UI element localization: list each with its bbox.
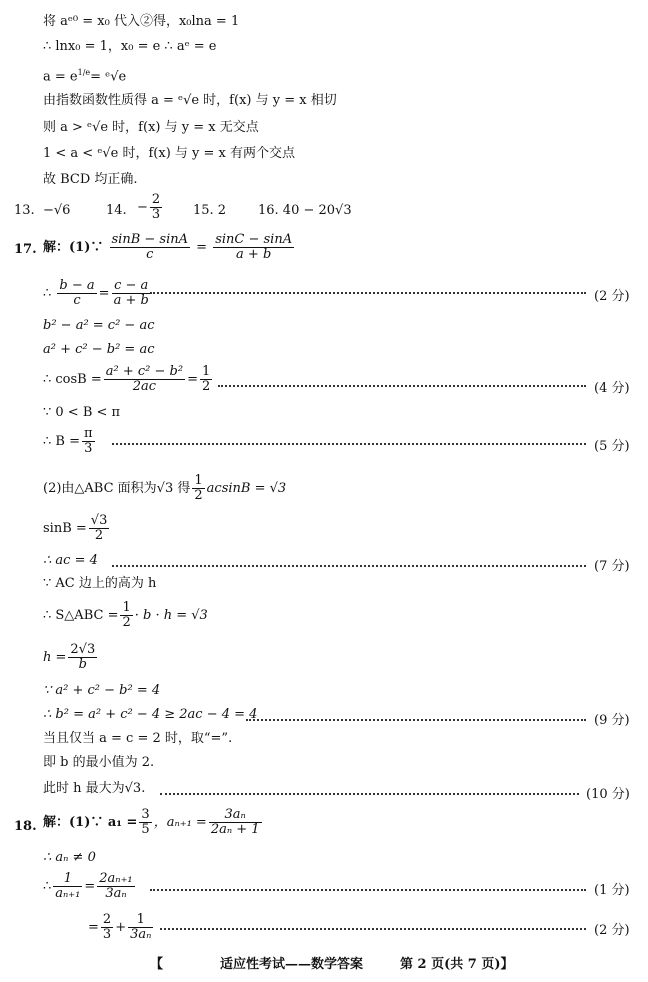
text-line: ∴ ac = 4 [43, 553, 98, 568]
question-18-label: 18. [14, 819, 37, 834]
text-line: 由指数函数性质得 a = ᵉ√e 时，f(x) 与 y = x 相切 [43, 93, 337, 108]
math-expression: ∴ S△ABC = [43, 608, 119, 623]
text-line: b² − a² = c² − ac [43, 318, 155, 333]
answer-13-label: 13. [14, 203, 35, 218]
text-line [43, 601, 208, 630]
math-expression: sinB = [43, 521, 87, 536]
text-line: a² + c² − b² = ac [43, 342, 155, 357]
fraction: $\frac{\sin B - \sin A}{c}$ [111, 232, 189, 262]
equals-sign: = [84, 879, 96, 894]
fraction: $\frac{1}{\text{aₙ₊₁}}$ [55, 871, 81, 901]
fraction: $\frac{\sin C - \sin A}{a + b}$ [215, 232, 293, 262]
text-line [43, 279, 153, 308]
plus-sign: + [115, 920, 127, 935]
leader-dots [246, 719, 586, 721]
math-expression: ∴ B = [43, 434, 80, 449]
math-expression: (2)由△ABC 面积为√3 得 [43, 481, 191, 496]
text-line: ∵ 0 < B < π [43, 405, 121, 420]
fraction: $\frac{1}{2}$ [122, 600, 131, 630]
text-line [88, 913, 155, 942]
text-line: 即 b 的最小值为 2. [43, 755, 155, 770]
math-expression: · b · h = √3 [134, 608, 208, 623]
leader-dots [218, 385, 586, 387]
minus-sign: − [137, 200, 148, 215]
math-expression: a = e [43, 69, 78, 85]
question-17-label: 17. [14, 242, 37, 257]
answer-14-value [137, 193, 164, 222]
fraction: $\frac{1}{2}$ [194, 473, 203, 503]
fraction: $\frac{2}{3}$ [151, 192, 161, 222]
score-label: (7 分) [594, 559, 630, 574]
answer-15: 15. 2 [193, 203, 227, 218]
text-line: ∵ a² + c² − b² = 4 [43, 683, 161, 698]
fraction: $\frac{1}{\text{3aₙ}}$ [130, 912, 152, 942]
text-line: 将 aᵉ⁰ = x₀ 代入②得，x₀lna = 1 [43, 14, 240, 29]
text-line: ∴ lnx₀ = 1，x₀ = e ∴ aᵉ = e [43, 39, 217, 54]
math-expression: = ᵉ√e [90, 69, 127, 85]
answer-14-label: 14. [106, 203, 127, 218]
text-line: ∵ AC 边上的高为 h [43, 576, 157, 591]
exponent: 1/e [77, 68, 91, 77]
math-expression: h = [43, 650, 67, 665]
text-line [43, 427, 97, 456]
text-line [43, 872, 137, 901]
leader-dots [150, 292, 586, 294]
footer-bracket: 【 [150, 957, 164, 972]
math-expression: ∴ cosB = [43, 372, 102, 387]
score-label: (2 分) [594, 289, 630, 304]
equals-sign: = [196, 240, 208, 255]
score-label: (9 分) [594, 713, 630, 728]
equals-sign: = [187, 372, 198, 387]
therefore-symbol: ∴ [43, 286, 52, 301]
fraction: $\frac{\pi}{3}$ [83, 426, 93, 456]
fraction: $\frac{\text{3aₙ}}{\text{2aₙ + 1}}$ [210, 807, 260, 837]
text-line: ∴ b² = a² + c² − 4 ≥ 2ac − 4 = 4 [43, 707, 258, 722]
text-line [43, 514, 111, 543]
fraction: $\frac{1}{2}$ [201, 364, 211, 394]
text-line: 1 < a < ᵉ√e 时，f(x) 与 y = x 有两个交点 [43, 146, 295, 161]
fraction: $\frac{\text{a² + c² − b²}}{2ac}$ [105, 364, 184, 394]
answer-16: 16. 40 − 20√3 [258, 203, 352, 218]
leader-dots [160, 928, 586, 930]
fraction: $\frac{2}{3}$ [102, 912, 112, 942]
leader-dots [160, 793, 579, 795]
score-label: (5 分) [594, 439, 630, 454]
text-line: 此时 h 最大为√3. [43, 781, 146, 796]
text-line: 故 BCD 均正确. [43, 172, 138, 187]
fraction: $\frac{c - a}{a + b}$ [113, 278, 149, 308]
score-label: (10 分) [586, 787, 630, 802]
text-line: 则 a > ᵉ√e 时，f(x) 与 y = x 无交点 [43, 120, 259, 135]
math-expression: acsinB = √3 [206, 481, 287, 496]
footer-title: 适应性考试——数学答案 [220, 957, 364, 972]
leader-dots [112, 565, 586, 567]
fraction: $\frac{\text{2aₙ₊₁}}{\text{3aₙ}}$ [99, 871, 133, 901]
text-line [43, 233, 296, 262]
fraction: $\frac{3}{5}$ [141, 807, 150, 837]
solution-heading: 解：(1)∵ a₁ = [43, 815, 138, 830]
footer-page-number: 第 2 页(共 7 页)】 [400, 957, 514, 972]
math-expression: ，aₙ₊₁ = [153, 815, 207, 830]
text-line [43, 65, 126, 85]
score-label: (1 分) [594, 883, 630, 898]
answer-13-value: −√6 [43, 203, 71, 218]
therefore-symbol: ∴ [43, 879, 52, 894]
fraction: $\frac{b - a}{c}$ [59, 278, 95, 308]
text-line [43, 474, 286, 503]
score-label: (4 分) [594, 381, 630, 396]
text-line [43, 808, 264, 837]
leader-dots [150, 889, 586, 891]
score-label: (2 分) [594, 923, 630, 938]
text-line [43, 365, 214, 394]
equals-sign: = [98, 286, 110, 301]
leader-dots [112, 443, 586, 445]
text-line [43, 643, 99, 672]
text-line: 当且仅当 a = c = 2 时，取“=”. [43, 731, 233, 746]
equals-sign: = [88, 920, 99, 935]
fraction: $\frac{√3}{2}$ [90, 513, 108, 543]
fraction: $\frac{2√3}{b}$ [70, 642, 96, 672]
text-line: ∴ aₙ ≠ 0 [43, 850, 96, 865]
solution-heading: 解：(1)∵ [43, 240, 104, 255]
